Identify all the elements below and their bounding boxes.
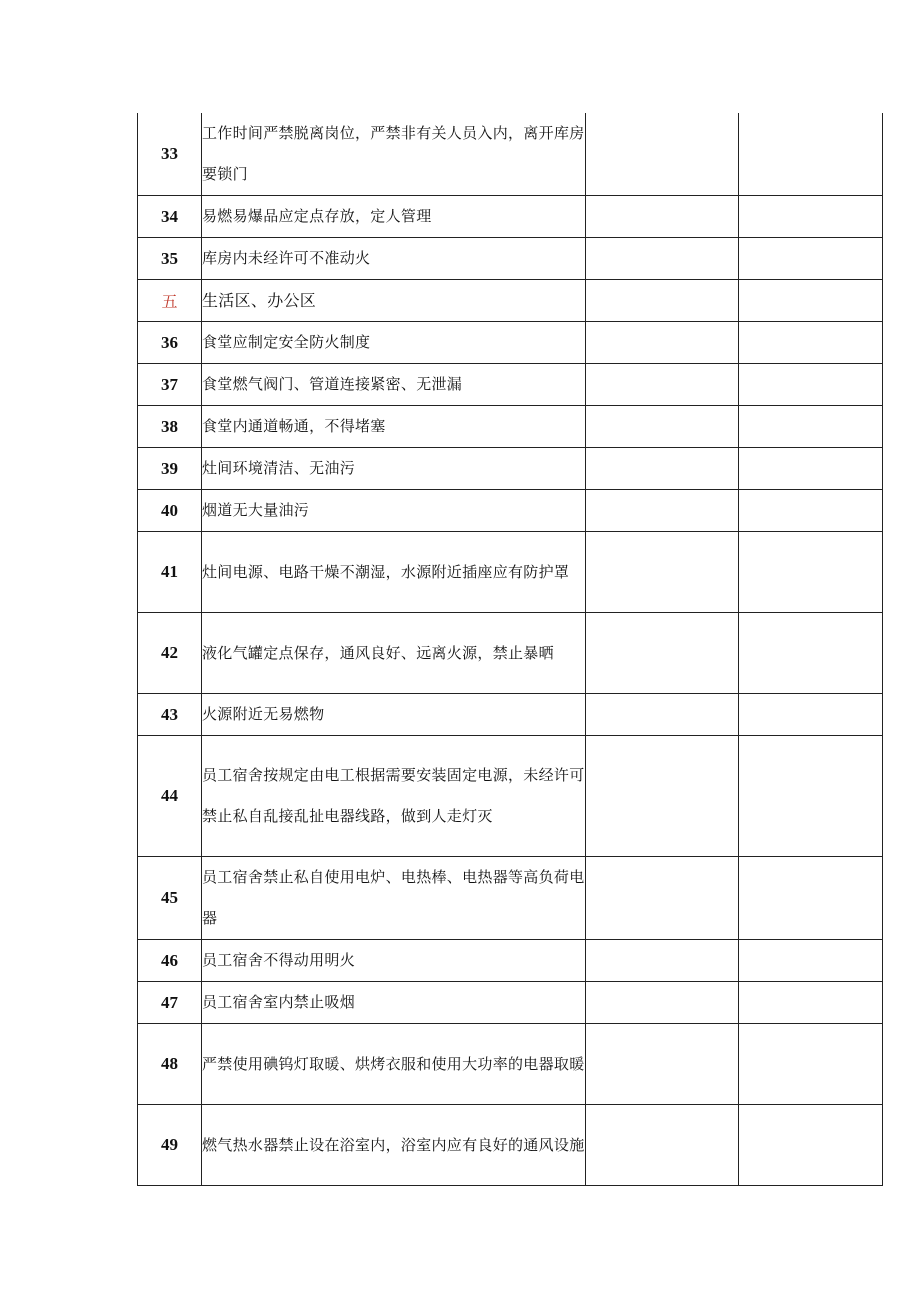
checklist-row (138, 857, 883, 940)
inspection-result-cell (586, 113, 739, 196)
inspection-result-cell (586, 448, 739, 490)
item-requirement: 工作时间严禁脱离岗位，严禁非有关人员入内，离开库房要锁门 (202, 113, 586, 196)
checklist-row (138, 736, 883, 857)
section-header-row (138, 280, 883, 322)
item-number: 35 (138, 238, 202, 280)
checklist-row (138, 364, 883, 406)
item-number: 39 (138, 448, 202, 490)
checklist-row (138, 322, 883, 364)
remarks-cell (739, 532, 883, 613)
remarks-cell (739, 613, 883, 694)
item-requirement: 液化气罐定点保存，通风良好、远离火源，禁止暴晒 (202, 613, 586, 694)
remarks-cell (739, 196, 883, 238)
inspection-result-cell (586, 1105, 739, 1186)
item-requirement: 员工宿舍禁止私自使用电炉、电热棒、电热器等高负荷电器 (202, 857, 586, 940)
checklist-row (138, 613, 883, 694)
item-requirement: 火源附近无易燃物 (202, 694, 586, 736)
item-number: 34 (138, 196, 202, 238)
checklist-row (138, 406, 883, 448)
inspection-checklist-table (137, 113, 883, 1186)
item-number: 37 (138, 364, 202, 406)
item-number: 47 (138, 982, 202, 1024)
item-number: 40 (138, 490, 202, 532)
item-requirement: 员工宿舍按规定由电工根据需要安装固定电源，未经许可禁止私自乱接乱扯电器线路，做到人走灯灭 (202, 736, 586, 857)
remarks-cell (739, 1105, 883, 1186)
section-title: 生活区、办公区 (202, 280, 586, 322)
item-number: 49 (138, 1105, 202, 1186)
item-requirement: 食堂内通道畅通，不得堵塞 (202, 406, 586, 448)
inspection-result-cell (586, 1024, 739, 1105)
remarks-cell (739, 736, 883, 857)
inspection-result-cell (586, 532, 739, 613)
item-requirement: 库房内未经许可不准动火 (202, 238, 586, 280)
remarks-cell (739, 940, 883, 982)
remarks-cell (739, 982, 883, 1024)
item-requirement: 员工宿舍室内禁止吸烟 (202, 982, 586, 1024)
remarks-cell (739, 1024, 883, 1105)
remarks-cell (739, 448, 883, 490)
remarks-cell (739, 322, 883, 364)
inspection-result-cell (586, 490, 739, 532)
remarks-cell (739, 238, 883, 280)
item-number: 44 (138, 736, 202, 857)
checklist-row (138, 1105, 883, 1186)
inspection-result-cell (586, 322, 739, 364)
item-requirement: 燃气热水器禁止设在浴室内，浴室内应有良好的通风设施 (202, 1105, 586, 1186)
item-number: 33 (138, 113, 202, 196)
remarks-cell (739, 406, 883, 448)
remarks-cell (739, 364, 883, 406)
item-number: 46 (138, 940, 202, 982)
checklist-row (138, 532, 883, 613)
inspection-result-cell (586, 940, 739, 982)
item-requirement: 食堂燃气阀门、管道连接紧密、无泄漏 (202, 364, 586, 406)
inspection-result-cell (586, 694, 739, 736)
item-number: 41 (138, 532, 202, 613)
checklist-row (138, 1024, 883, 1105)
checklist-row (138, 448, 883, 490)
item-number: 36 (138, 322, 202, 364)
item-number: 38 (138, 406, 202, 448)
item-requirement: 食堂应制定安全防火制度 (202, 322, 586, 364)
checklist-row (138, 113, 883, 196)
inspection-result-cell (586, 857, 739, 940)
item-requirement: 易燃易爆品应定点存放，定人管理 (202, 196, 586, 238)
remarks-cell (739, 113, 883, 196)
checklist-row (138, 694, 883, 736)
item-requirement: 灶间电源、电路干燥不潮湿，水源附近插座应有防护罩 (202, 532, 586, 613)
item-requirement: 严禁使用碘钨灯取暖、烘烤衣服和使用大功率的电器取暖 (202, 1024, 586, 1105)
remarks-cell (739, 280, 883, 322)
checklist-row (138, 238, 883, 280)
item-number: 42 (138, 613, 202, 694)
remarks-cell (739, 694, 883, 736)
checklist-row (138, 982, 883, 1024)
item-number: 43 (138, 694, 202, 736)
item-number: 45 (138, 857, 202, 940)
checklist-row (138, 196, 883, 238)
inspection-result-cell (586, 736, 739, 857)
remarks-cell (739, 490, 883, 532)
section-number: 五 (138, 280, 202, 322)
checklist-row (138, 490, 883, 532)
item-requirement: 烟道无大量油污 (202, 490, 586, 532)
item-requirement: 员工宿舍不得动用明火 (202, 940, 586, 982)
remarks-cell (739, 857, 883, 940)
item-number: 48 (138, 1024, 202, 1105)
checklist-body (138, 113, 883, 1186)
item-requirement: 灶间环境清洁、无油污 (202, 448, 586, 490)
checklist-row (138, 940, 883, 982)
inspection-result-cell (586, 982, 739, 1024)
inspection-result-cell (586, 613, 739, 694)
inspection-result-cell (586, 280, 739, 322)
inspection-result-cell (586, 406, 739, 448)
inspection-result-cell (586, 364, 739, 406)
inspection-result-cell (586, 238, 739, 280)
inspection-result-cell (586, 196, 739, 238)
